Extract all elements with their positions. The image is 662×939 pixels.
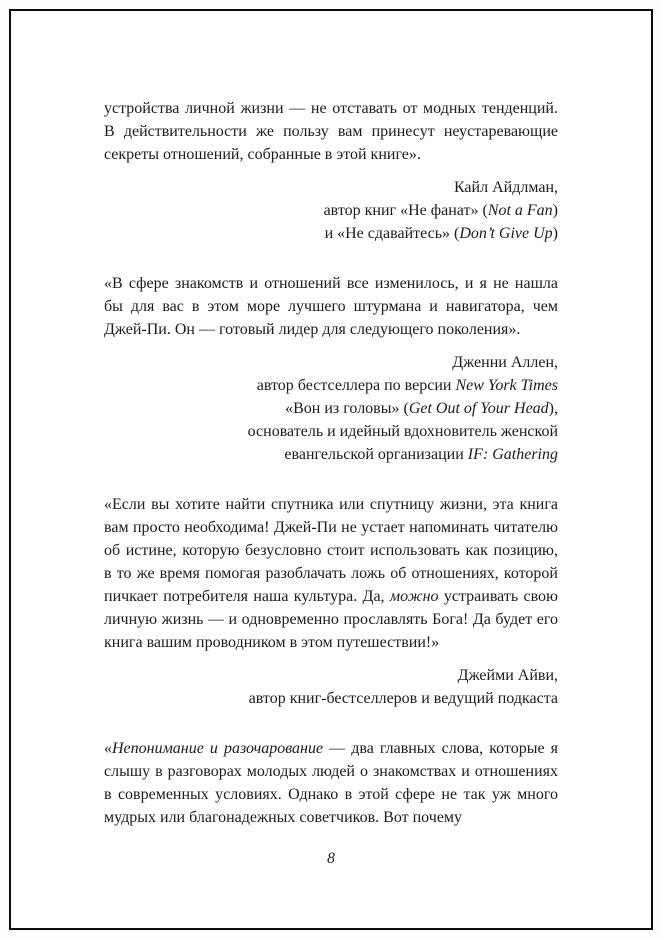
attribution-text: автор книг «Не фанат» ( xyxy=(323,202,488,219)
attribution-author-name: Кайл Айдлман, xyxy=(453,179,558,196)
attribution-block-1 xyxy=(104,176,558,245)
endorsement-paragraph-3 xyxy=(104,493,558,654)
quote-text: — два главных слова, которые я слышу в разговорах молодых людей о знакомствах и отношениях в современных условиях. Однако в этой сфере не так уж много мудрых или благонадежных советчиков. Вот почему xyxy=(104,740,559,826)
attribution-block-3 xyxy=(104,664,558,710)
attribution-line xyxy=(104,222,558,245)
attribution-author-name: Дженни Аллен, xyxy=(452,354,558,371)
attribution-line: основатель и идейный вдохновитель женской xyxy=(247,423,558,440)
quote-text: устройства личной жизни — не отставать от модных тенденций. В действительности же пользу вам принесут неустаревающие секреты отношений, собранные в этой книге». xyxy=(104,100,558,163)
endorsement-paragraph-2 xyxy=(104,272,558,341)
attribution-text: евангельской организации xyxy=(284,446,468,463)
book-title-english: Get Out of Your Head xyxy=(408,400,549,417)
attribution-line: автор книг-бестселлеров и ведущий подкаста xyxy=(248,690,558,707)
emphasis-text: можно xyxy=(389,588,439,605)
attribution-text: ), xyxy=(548,400,558,417)
page-content xyxy=(104,97,558,829)
attribution-block-2 xyxy=(104,351,558,466)
quote-text: « xyxy=(104,740,112,757)
organization-name: IF: Gathering xyxy=(467,446,558,463)
page-number: 8 xyxy=(327,850,335,867)
attribution-text: и «Не сдавайтесь» ( xyxy=(324,225,460,242)
quote-text: «Если вы хотите найти спутника или спутницу жизни, эта книга вам просто необходима! Джей-Пи не устает напоминать читателю об истине, которую безусловно стоит использовать как позицию, в то же время помогая разоблачать ложь об отношениях, которой пичкает потребителя наша культура. Да, xyxy=(104,496,558,605)
attribution-text: «Вон из головы» ( xyxy=(285,400,409,417)
attribution-line xyxy=(104,374,558,397)
emphasis-text: Непонимание и разочарование xyxy=(112,740,324,757)
publication-title: New York Times xyxy=(455,377,558,394)
attribution-text: автор бестселлера по версии xyxy=(256,377,456,394)
endorsement-paragraph-4 xyxy=(104,737,558,829)
attribution-line xyxy=(104,443,558,466)
quote-text: устраивать свою личную жизнь — и одновременно прославлять Бога! Да будет его книга вашим проводником в этом путешествии!» xyxy=(104,588,558,651)
attribution-text: ) xyxy=(552,202,558,219)
attribution-author-name: Джейми Айви, xyxy=(457,667,558,684)
endorsement-paragraph-1 xyxy=(104,97,558,166)
page-border xyxy=(9,9,653,930)
book-title-english: Not a Fan xyxy=(487,202,553,219)
attribution-text: ) xyxy=(552,225,558,242)
quote-text: «В сфере знакомств и отношений все изменилось, и я не нашла бы для вас в этом море лучшего штурмана и навигатора, чем Джей-Пи. Он — готовый лидер для следующего поколения». xyxy=(104,275,558,338)
attribution-line xyxy=(104,199,558,222)
book-title-english: Don’t Give Up xyxy=(459,225,553,242)
attribution-line xyxy=(104,397,558,420)
